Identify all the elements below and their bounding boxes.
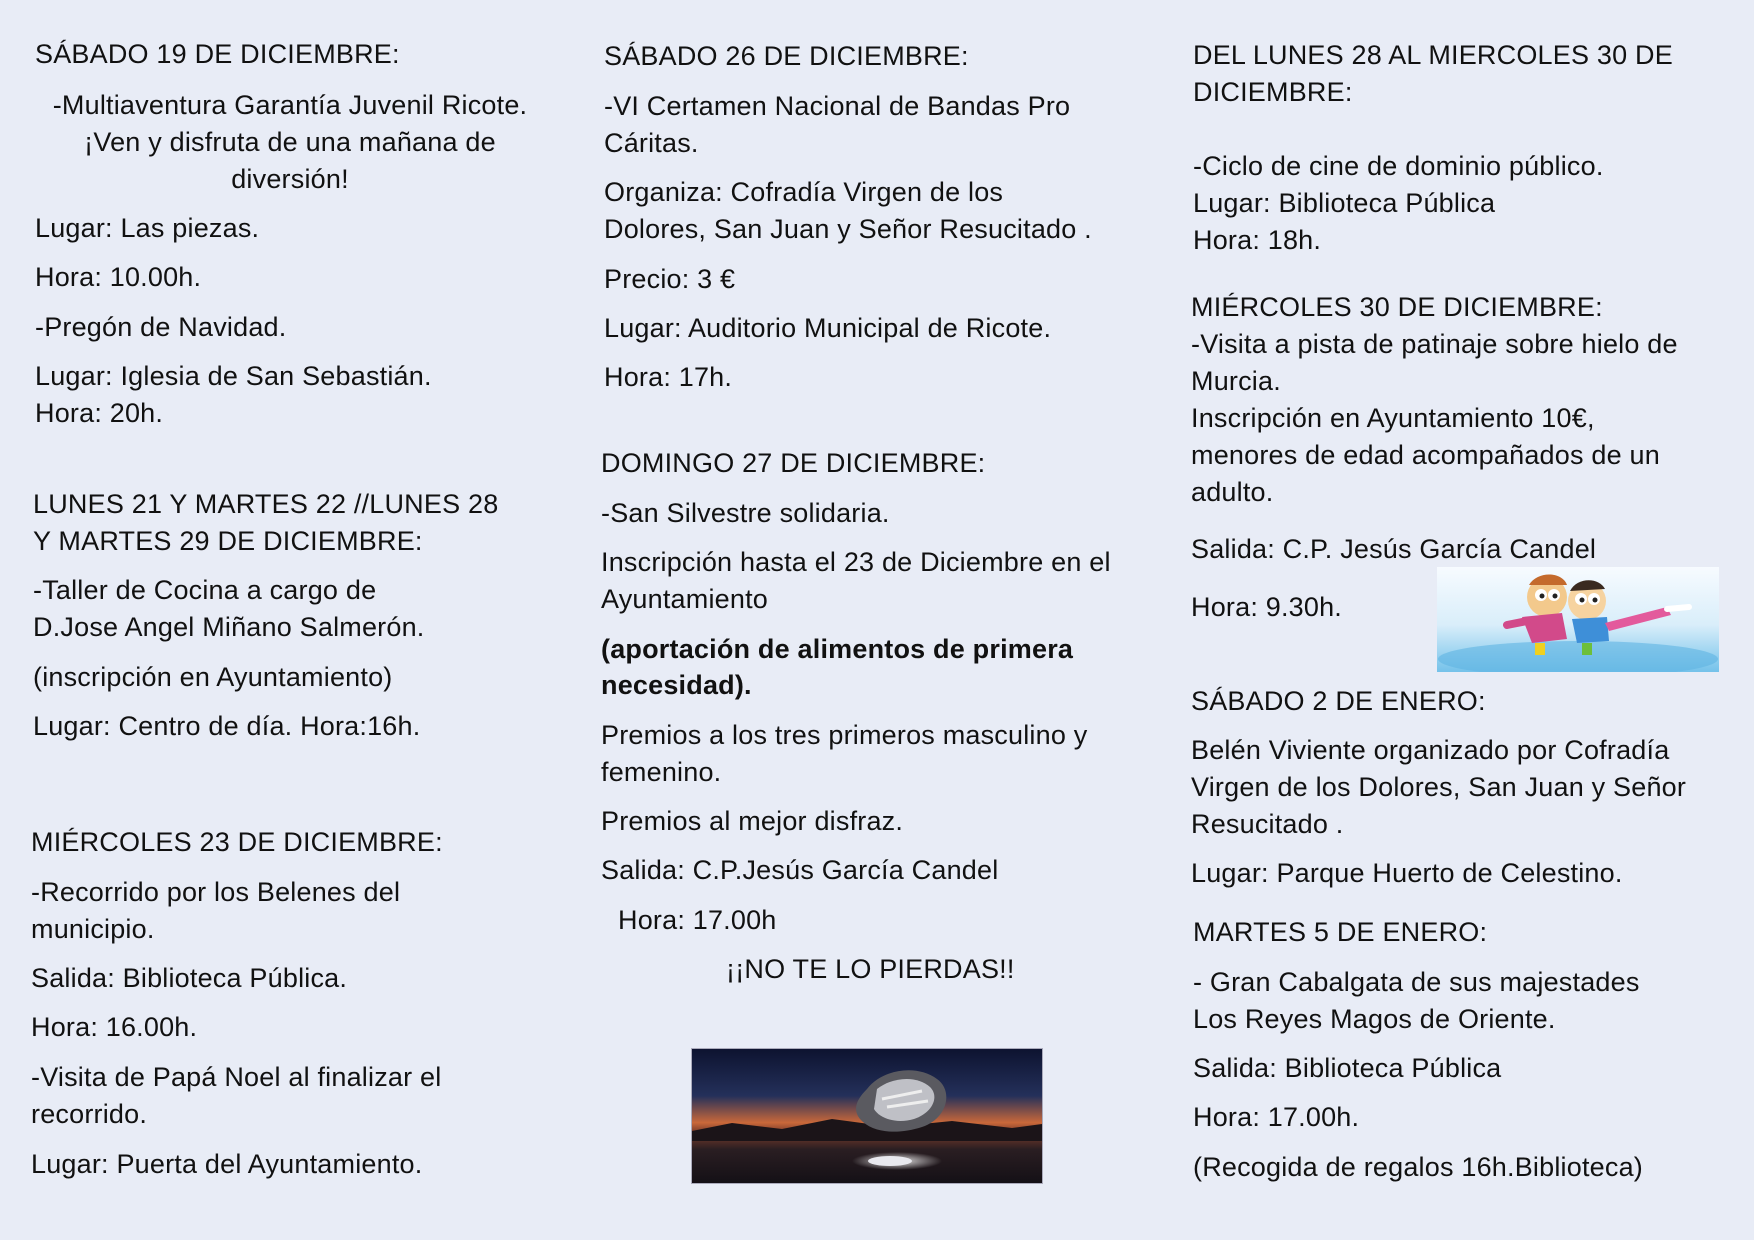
event-san-silvestre-hora: Hora: 17.00h [618, 905, 777, 935]
event-belenes-salida: Salida: Biblioteca Pública. [31, 963, 348, 993]
event-cabalgata-salida: Salida: Biblioteca Pública [1193, 1053, 1502, 1083]
event-belen-viviente-lugar: Lugar: Parque Huerto de Celestino. [1191, 858, 1623, 888]
event-cabalgata-line1: - Gran Cabalgata de sus majestades [1193, 967, 1640, 997]
event-certamen-organiza-line2: Dolores, San Juan y Señor Resucitado . [604, 214, 1092, 244]
event-certamen-hora: Hora: 17h. [604, 362, 733, 392]
event-certamen-precio: Precio: 3 € [604, 264, 736, 294]
event-patinaje-line4: menores de edad acompañados de un [1191, 440, 1660, 470]
event-pregon-lugar: Lugar: Iglesia de San Sebastián. [35, 361, 432, 391]
event-taller-line2: D.Jose Angel Miñano Salmerón. [33, 612, 425, 642]
event-san-silvestre-cta: ¡¡NO TE LO PIERDAS!! [726, 954, 1015, 984]
event-cabalgata-regalos: (Recogida de regalos 16h.Biblioteca) [1193, 1152, 1643, 1182]
event-certamen-line1: -VI Certamen Nacional de Bandas Pro [604, 91, 1071, 121]
event-papa-noel-line1: -Visita de Papá Noel al finalizar el [31, 1062, 442, 1092]
heading-lunes-21-line1: LUNES 21 Y MARTES 22 //LUNES 28 [33, 489, 499, 519]
skating-kids-image [1437, 567, 1719, 672]
heading-miercoles-23: MIÉRCOLES 23 DE DICIEMBRE: [31, 827, 443, 857]
event-pregon: -Pregón de Navidad. [35, 312, 287, 342]
event-san-silvestre-inscripcion-line1: Inscripción hasta el 23 de Diciembre en el [601, 547, 1111, 577]
event-multiaventura-hora: Hora: 10.00h. [35, 262, 202, 292]
skating-kids-illustration [1437, 567, 1719, 672]
heading-miercoles-30: MIÉRCOLES 30 DE DICIEMBRE: [1191, 292, 1603, 322]
heading-lunes-21-line2: Y MARTES 29 DE DICIEMBRE: [33, 526, 423, 556]
event-patinaje-hora: Hora: 9.30h. [1191, 592, 1342, 622]
event-multiaventura-line2: ¡Ven y disfruta de una mañana de [84, 127, 496, 157]
heading-martes-5: MARTES 5 DE ENERO: [1193, 917, 1488, 947]
event-san-silvestre-premios-line2: femenino. [601, 757, 722, 787]
event-multiaventura-lugar: Lugar: Las piezas. [35, 213, 260, 243]
event-belen-viviente-line1: Belén Viviente organizado por Cofradía [1191, 735, 1670, 765]
heading-lunes-28-line1: DEL LUNES 28 AL MIERCOLES 30 DE [1193, 40, 1673, 70]
event-certamen-lugar: Lugar: Auditorio Municipal de Ricote. [604, 313, 1052, 343]
event-belenes-line1: -Recorrido por los Belenes del [31, 877, 401, 907]
event-papa-noel-lugar: Lugar: Puerta del Ayuntamiento. [31, 1149, 423, 1179]
event-san-silvestre-salida: Salida: C.P.Jesús García Candel [601, 855, 999, 885]
event-cabalgata-hora: Hora: 17.00h. [1193, 1102, 1360, 1132]
event-multiaventura-line3: diversión! [231, 164, 349, 194]
event-multiaventura-line1: -Multiaventura Garantía Juvenil Ricote. [52, 90, 528, 120]
heading-domingo-27: DOMINGO 27 DE DICIEMBRE: [601, 448, 986, 478]
event-papa-noel-line2: recorrido. [31, 1099, 148, 1129]
running-shoe-photo [691, 1048, 1043, 1184]
event-taller-lugar: Lugar: Centro de día. Hora:16h. [33, 711, 421, 741]
event-belen-viviente-line3: Resucitado . [1191, 809, 1344, 839]
event-belenes-hora: Hora: 16.00h. [31, 1012, 198, 1042]
event-patinaje-line1: -Visita a pista de patinaje sobre hielo de [1191, 329, 1678, 359]
event-san-silvestre-aportacion-line2: necesidad). [601, 670, 752, 700]
event-san-silvestre-disfraz: Premios al mejor disfraz. [601, 806, 904, 836]
event-san-silvestre-premios-line1: Premios a los tres primeros masculino y [601, 720, 1088, 750]
heading-sabado-26: SÁBADO 26 DE DICIEMBRE: [604, 41, 969, 71]
heading-sabado-19: SÁBADO 19 DE DICIEMBRE: [35, 39, 400, 69]
event-patinaje-line3: Inscripción en Ayuntamiento 10€, [1191, 403, 1595, 433]
event-cine-lugar: Lugar: Biblioteca Pública [1193, 188, 1496, 218]
running-shoe-image [692, 1049, 1042, 1183]
event-cabalgata-line2: Los Reyes Magos de Oriente. [1193, 1004, 1556, 1034]
heading-lunes-28-line2: DICIEMBRE: [1193, 77, 1353, 107]
event-patinaje-line5: adulto. [1191, 477, 1274, 507]
heading-sabado-2: SÁBADO 2 DE ENERO: [1191, 686, 1486, 716]
event-san-silvestre-inscripcion-line2: Ayuntamiento [601, 584, 769, 614]
event-patinaje-line2: Murcia. [1191, 366, 1281, 396]
event-certamen-line2: Cáritas. [604, 128, 699, 158]
event-cine-hora: Hora: 18h. [1193, 225, 1322, 255]
event-san-silvestre-aportacion-line1: (aportación de alimentos de primera [601, 634, 1074, 664]
event-pregon-hora: Hora: 20h. [35, 398, 164, 428]
event-patinaje-salida: Salida: C.P. Jesús García Candel [1191, 534, 1597, 564]
event-belenes-line2: municipio. [31, 914, 155, 944]
event-certamen-organiza-line1: Organiza: Cofradía Virgen de los [604, 177, 1004, 207]
event-taller-inscripcion: (inscripción en Ayuntamiento) [33, 662, 393, 692]
event-belen-viviente-line2: Virgen de los Dolores, San Juan y Señor [1191, 772, 1687, 802]
event-taller-line1: -Taller de Cocina a cargo de [33, 575, 377, 605]
event-cine: -Ciclo de cine de dominio público. [1193, 151, 1604, 181]
event-san-silvestre: -San Silvestre solidaria. [601, 498, 890, 528]
